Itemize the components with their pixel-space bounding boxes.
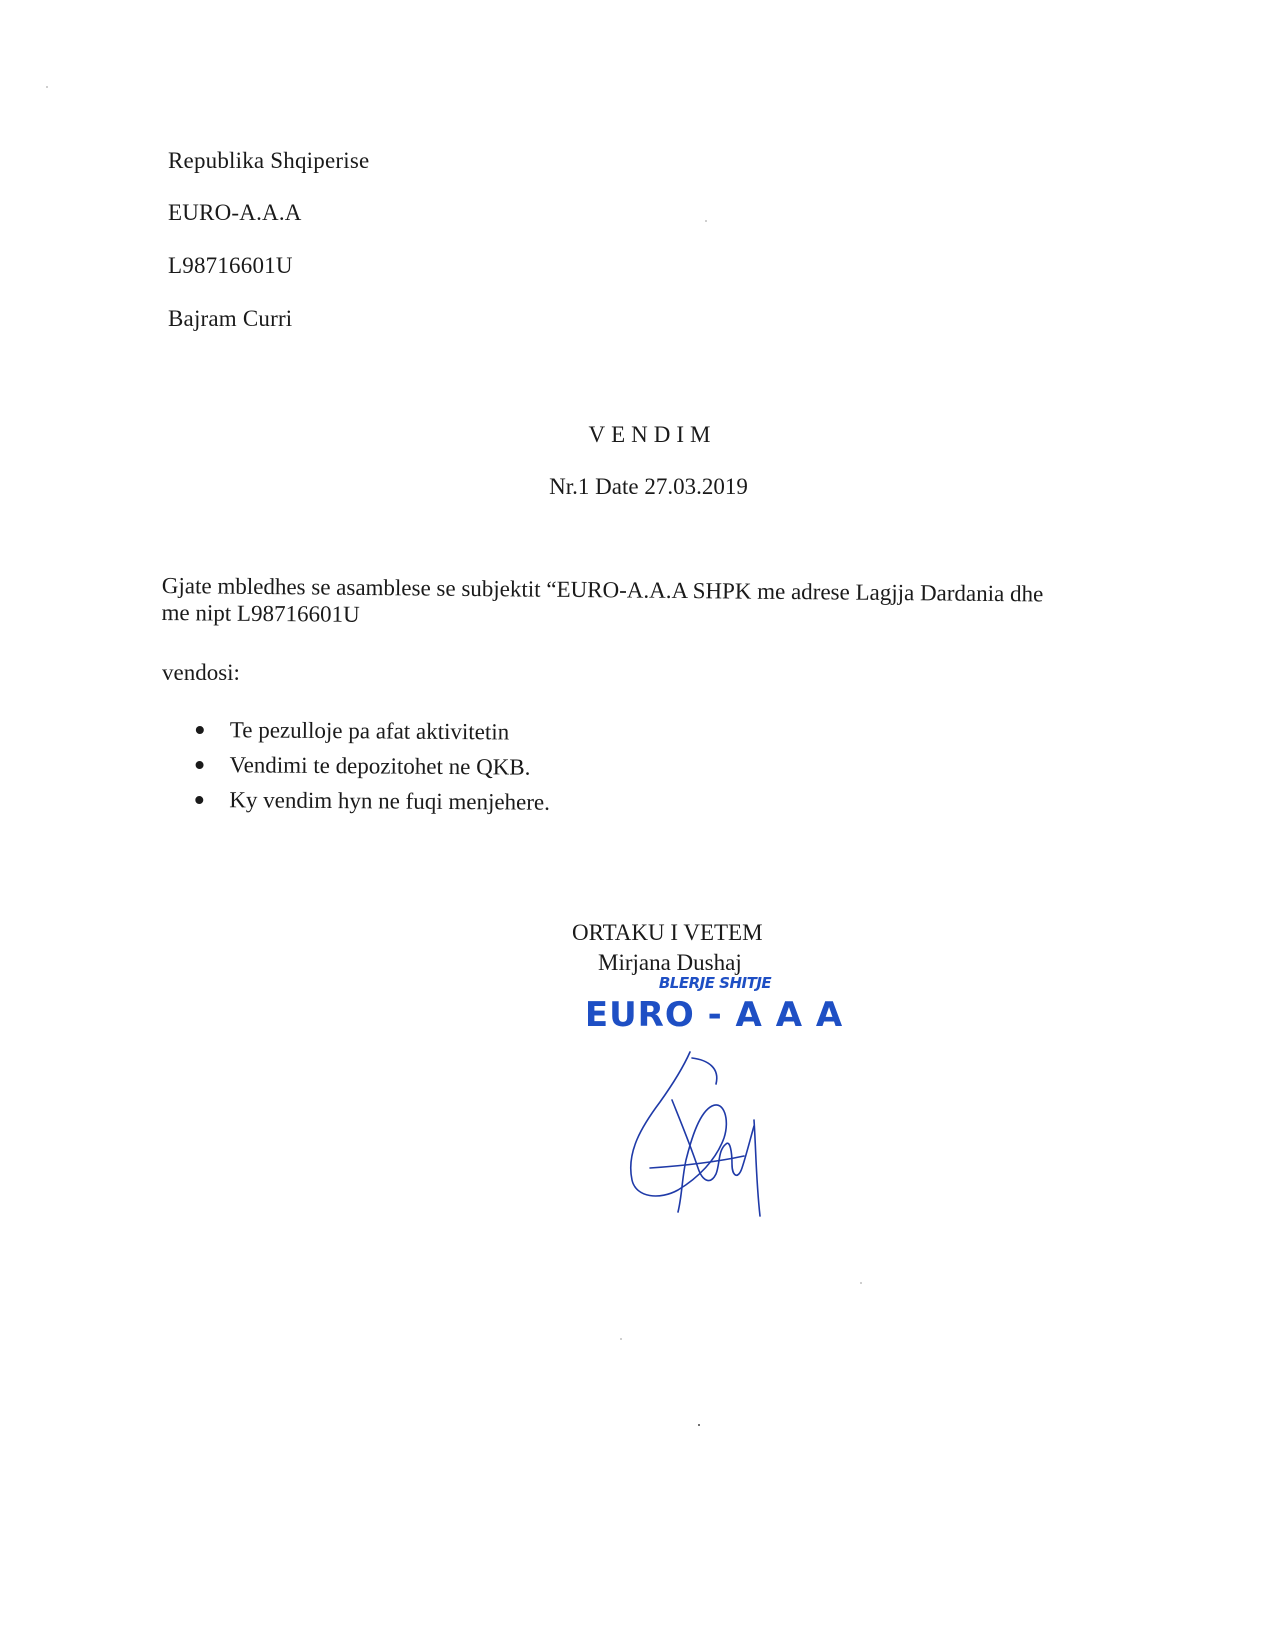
decided-label: vendosi:	[162, 660, 240, 685]
header-city: Bajram Curri	[168, 306, 293, 331]
bullet-icon	[196, 760, 204, 768]
scan-speck	[620, 1338, 622, 1340]
intro-line-2: me nipt L98716601U	[161, 599, 360, 627]
stamp-top-text: BLERJE SHITJE	[658, 974, 772, 992]
signature-stroke	[631, 1052, 727, 1212]
intro-paragraph	[161, 572, 1151, 636]
header-company: EURO-A.A.A	[168, 200, 302, 225]
header-nipt: L98716601U	[168, 253, 293, 278]
decision-number-date: Nr.1 Date 27.03.2019	[549, 474, 748, 499]
scan-speck	[698, 1424, 700, 1426]
bullet-icon	[195, 795, 203, 803]
scan-speck	[46, 86, 48, 88]
list-item	[195, 747, 550, 785]
signature-stroke	[692, 1058, 717, 1084]
decision-title: VENDIM	[588, 422, 717, 447]
handwritten-signature	[620, 1040, 780, 1220]
stamp-main-text: EURO - A A A	[584, 995, 844, 1035]
signer-name: Mirjana Dushaj	[598, 950, 742, 975]
list-item-text: Ky vendim hyn ne fuqi menjehere.	[229, 786, 551, 815]
intro-line-1: Gjate mbledhes se asamblese se subjektit “EURO-A.A.A SHPK me adrese Lagjja Dardania dhe	[161, 572, 1044, 607]
list-item	[196, 712, 551, 750]
scan-speck	[860, 1282, 862, 1284]
decision-list	[195, 712, 550, 820]
header-country: Republika Shqiperise	[168, 148, 370, 173]
list-item-text: Vendimi te depozitohet ne QKB.	[229, 751, 531, 780]
list-item	[195, 782, 550, 820]
scan-speck	[705, 220, 707, 222]
bullet-icon	[196, 725, 204, 733]
list-item-text: Te pezulloje pa afat aktivitetin	[229, 716, 510, 744]
company-stamp	[584, 970, 844, 1040]
signer-role: ORTAKU I VETEM	[572, 920, 763, 945]
signature-stroke	[754, 1120, 760, 1216]
